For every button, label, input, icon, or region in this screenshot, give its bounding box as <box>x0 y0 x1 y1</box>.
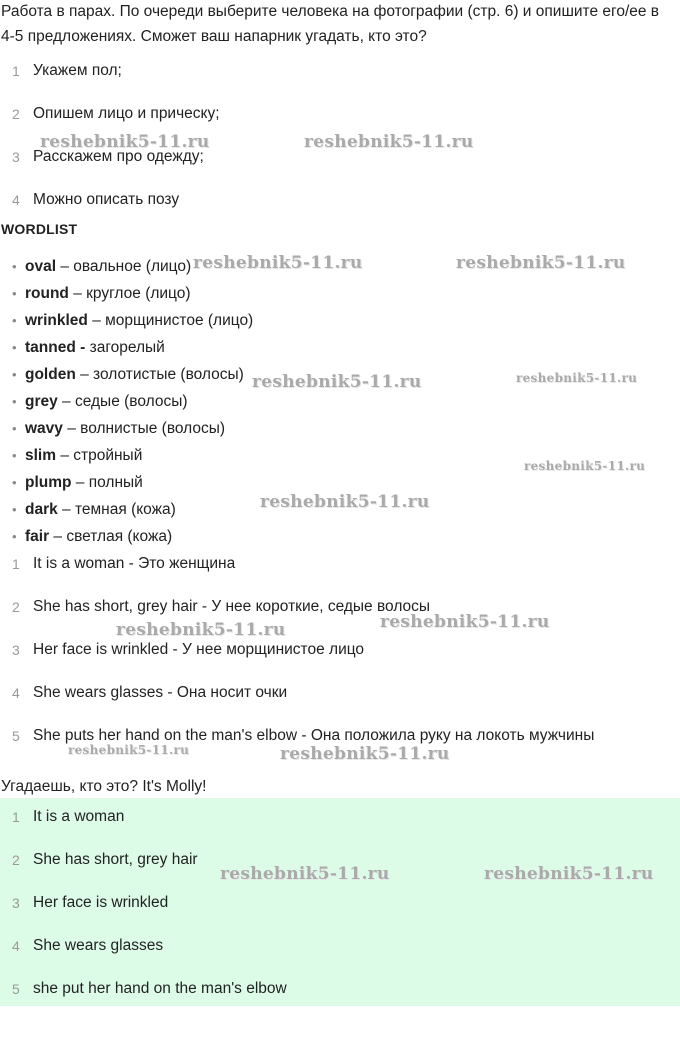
answer-item <box>0 977 680 1001</box>
watermark: reshebnik5-11.ru <box>516 371 638 385</box>
wordlist-term: plump <box>25 474 72 491</box>
item-text: She wears glasses - Она носит очки <box>33 684 288 701</box>
wordlist-translation: – светлая (кожа) <box>49 528 173 545</box>
list-item <box>0 552 680 576</box>
bullet-icon: • <box>12 448 17 463</box>
answer-item <box>0 934 680 958</box>
wordlist-translation: – стройный <box>56 447 143 464</box>
wordlist-term: wrinkled <box>25 312 88 329</box>
bullet-icon: • <box>12 394 17 409</box>
wordlist-translation: – седые (волосы) <box>57 393 188 410</box>
bullet-icon: • <box>12 421 17 436</box>
watermark: reshebnik5-11.ru <box>484 864 654 884</box>
watermark: reshebnik5-11.ru <box>193 253 363 273</box>
list-item <box>0 102 680 126</box>
item-number: 5 <box>12 981 20 997</box>
item-number: 4 <box>12 938 20 954</box>
item-number: 3 <box>12 149 20 165</box>
item-text: She puts her hand on the man's elbow - Она положила руку на локоть мужчины <box>33 727 595 744</box>
bullet-icon: • <box>12 502 17 517</box>
watermark: reshebnik5-11.ru <box>252 372 422 392</box>
item-text: It is a woman - Это женщина <box>33 555 236 572</box>
item-number: 5 <box>12 728 20 744</box>
answer-item <box>0 805 680 829</box>
item-number: 1 <box>12 809 20 825</box>
wordlist-translation: – морщинистое (лицо) <box>87 312 254 329</box>
bullet-icon: • <box>12 367 17 382</box>
watermark: reshebnik5-11.ru <box>280 744 450 764</box>
item-number: 4 <box>12 685 20 701</box>
wordlist-term: grey <box>25 393 58 410</box>
list-item <box>0 59 680 83</box>
list-item <box>0 638 680 662</box>
item-number: 1 <box>12 556 20 572</box>
wordlist-translation: – золотистые (волосы) <box>75 366 244 383</box>
item-number: 2 <box>12 106 20 122</box>
item-text: Расскажем про одежду; <box>33 148 204 165</box>
watermark: reshebnik5-11.ru <box>380 612 550 632</box>
bullet-icon: • <box>12 340 17 355</box>
answer-item <box>0 891 680 915</box>
item-text: It is a woman <box>33 808 125 825</box>
item-text: She has short, grey hair - У нее короткие, седые волосы <box>33 598 431 615</box>
item-text: Можно описать позу <box>33 191 180 208</box>
wordlist-term: round <box>25 285 69 302</box>
item-number: 4 <box>12 192 20 208</box>
watermark: reshebnik5-11.ru <box>40 132 210 152</box>
list-item <box>0 681 680 705</box>
bullet-icon: • <box>12 286 17 301</box>
wordlist-term: dark <box>25 501 58 518</box>
item-text: Her face is wrinkled <box>33 894 169 911</box>
list-item <box>0 188 680 212</box>
wordlist-translation: – полный <box>71 474 143 491</box>
wordlist-term: tanned - <box>25 339 86 356</box>
watermark: reshebnik5-11.ru <box>304 132 474 152</box>
wordlist-term: fair <box>25 528 50 545</box>
list-item <box>0 595 680 619</box>
bullet-icon: • <box>12 259 17 274</box>
wordlist-heading: WORDLIST <box>1 221 78 237</box>
watermark: reshebnik5-11.ru <box>220 864 390 884</box>
wordlist-term: wavy <box>25 420 63 437</box>
wordlist-translation: – овальное (лицо) <box>56 258 192 275</box>
bullet-icon: • <box>12 313 17 328</box>
item-text: She wears glasses <box>33 937 164 954</box>
item-number: 2 <box>12 852 20 868</box>
item-text: She has short, grey hair <box>33 851 198 868</box>
bullet-icon: • <box>12 475 17 490</box>
watermark: reshebnik5-11.ru <box>68 743 190 757</box>
watermark: reshebnik5-11.ru <box>456 253 626 273</box>
watermark: reshebnik5-11.ru <box>260 492 430 512</box>
item-text: she put her hand on the man's elbow <box>33 980 287 997</box>
wordlist-translation: – волнистые (волосы) <box>62 420 226 437</box>
wordlist-term: slim <box>25 447 57 464</box>
item-number: 1 <box>12 63 20 79</box>
item-number: 2 <box>12 599 20 615</box>
wordlist-term: oval <box>25 258 57 275</box>
bullet-icon: • <box>12 529 17 544</box>
wordlist-term: golden <box>25 366 76 383</box>
item-text: Her face is wrinkled - У нее морщинистое лицо <box>33 641 365 658</box>
task-instruction: Работа в парах. По очереди выберите человека на фотографии (стр. 6) и опишите его/ее в 4-5 предложениях. Сможет ваш напарник угадать, кто это? <box>1 3 660 45</box>
item-number: 3 <box>12 895 20 911</box>
watermark: reshebnik5-11.ru <box>116 620 286 640</box>
item-text: Опишем лицо и прическу; <box>33 105 220 122</box>
wordlist-translation: – темная (кожа) <box>57 501 176 518</box>
wordlist-translation: загорелый <box>85 339 165 356</box>
item-text: Укажем пол; <box>33 62 122 79</box>
wordlist-translation: – круглое (лицо) <box>68 285 191 302</box>
item-number: 3 <box>12 642 20 658</box>
watermark: reshebnik5-11.ru <box>524 459 646 473</box>
guess-text: Угадаешь, кто это? It's Molly! <box>1 778 207 795</box>
